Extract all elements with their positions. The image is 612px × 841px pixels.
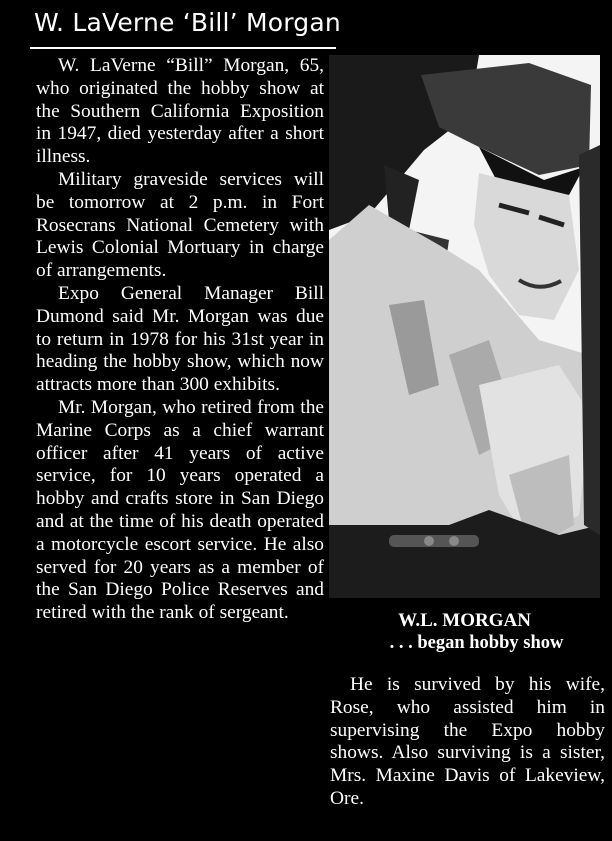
paragraph-2: Military graveside services will be tomorrow at 2 p.m. in Fort Rosecrans National Cemetery with Lewis Colonial Mortuary in charge of arrangements. [36,168,324,282]
paragraph-1: W. LaVerne “Bill” Morgan, 65, who originated the hobby show at the Southern California Exposition in 1947, died yesterday after a short illness. [36,55,324,168]
article-right-column [330,674,605,811]
portrait-photo [329,55,600,598]
paragraph-5: He is survived by his wife, Rose, who assisted him in supervising the Expo hobby shows. Also surviving is a sister, Mrs. Maxine Davis of Lakeview, Ore. [330,674,605,809]
article-left-column [36,55,324,625]
paragraph-3: Expo General Manager Bill Dumond said Mr. Morgan was due to return in 1978 for his 31st year in heading the hobby show, which now attracts more than 300 exhibits. [36,282,324,396]
paragraph-4: Mr. Morgan, who retired from the Marine Corps as a chief warrant officer after 41 years of active service, for 10 years operated a hobby and crafts store in San Diego and at the time of his death operated a motorcycle escort service. He also served for 20 years as a member of the San Diego Police Reserves and retired with the rank of sergeant. [36,396,324,624]
photo-caption [329,609,600,655]
headline-rule [30,47,336,49]
caption-name: W.L. MORGAN [398,610,531,631]
caption-subtitle: . . . began hobby show [389,633,564,653]
headline: W. LaVerne ‘Bill’ Morgan [34,8,341,37]
